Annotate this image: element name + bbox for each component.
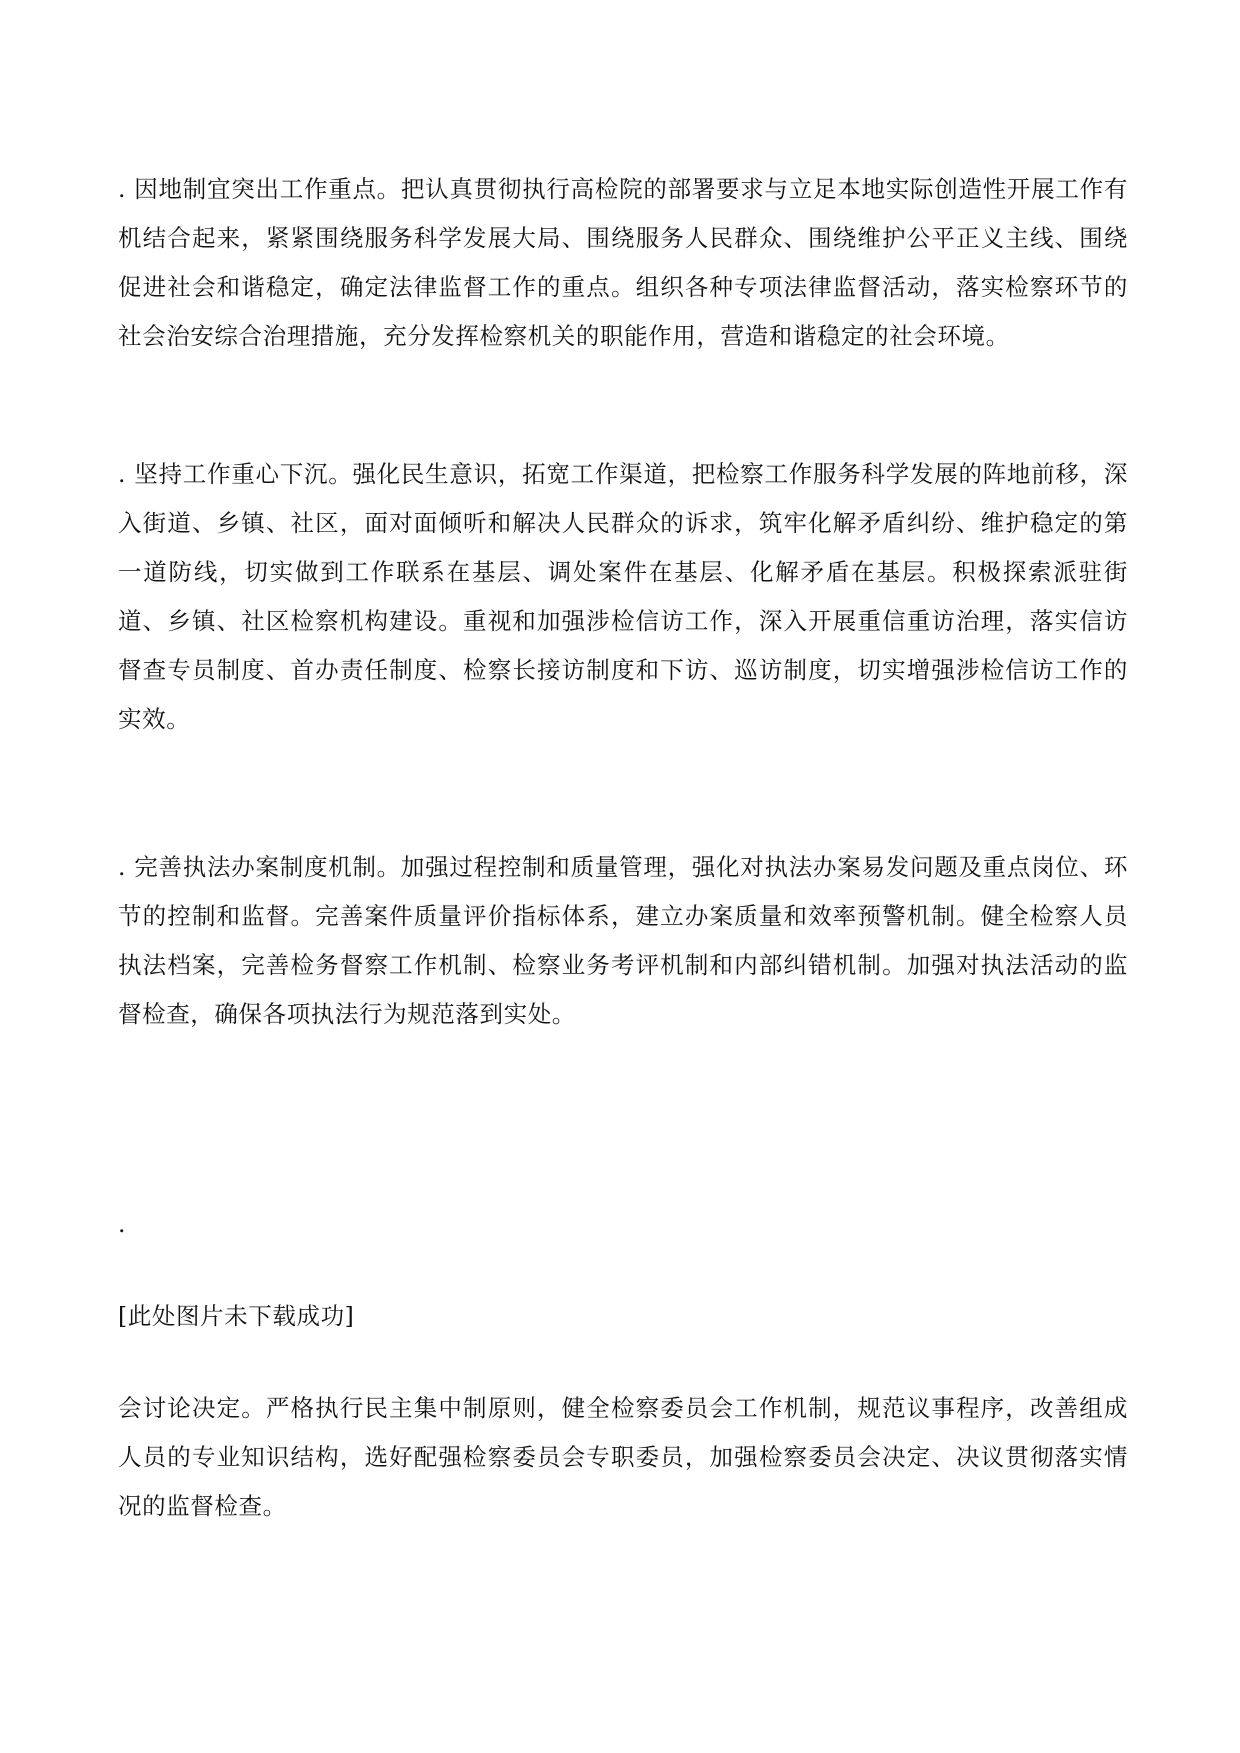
lone-dot-text: . — [118, 1210, 126, 1238]
paragraph-committee-discussion: 会讨论决定。严格执行民主集中制原则，健全检察委员会工作机制，规范议事程序，改善组成人员的专业知识结构，选好配强检察委员会专职委员，加强检察委员会决定、决议贯彻落实情况的监督检查。 — [118, 1394, 1128, 1520]
image-placeholder-text: [此处图片未下载成功] — [118, 1302, 355, 1330]
paragraph-grassroots-work: . 坚持工作重心下沉。强化民生意识，拓宽工作渠道，把检察工作服务科学发展的阵地前移，深入街道、乡镇、社区，面对面倾听和解决人民群众的诉求，筑牢化解矛盾纠纷、维护稳定的第一道防线，切实做到工作联系在基层、调处案件在基层、化解矛盾在基层。积极探索派驻街道、乡镇、社区检察机构建设。重视和加强涉检信访工作，深入开展重信重访治理，落实信访督查专员制度、首办责任制度、检察长接访制度和下访、巡访制度，切实增强涉检信访工作的实效。 — [118, 460, 1128, 733]
paragraph-local-focus: . 因地制宜突出工作重点。把认真贯彻执行高检院的部署要求与立足本地实际创造性开展工作有机结合起来，紧紧围绕服务科学发展大局、围绕服务人民群众、围绕维护公平正义主线、围绕促进社会和谐稳定，确定法律监督工作的重点。组织各种专项法律监督活动，落实检察环节的社会治安综合治理措施，充分发挥检察机关的职能作用，营造和谐稳定的社会环境。 — [118, 175, 1128, 350]
paragraph-case-handling-mechanism: . 完善执法办案制度机制。加强过程控制和质量管理，强化对执法办案易发问题及重点岗位、环节的控制和监督。完善案件质量评价指标体系，建立办案质量和效率预警机制。健全检察人员执法档案，完善检务督察工作机制、检察业务考评机制和内部纠错机制。加强对执法活动的监督检查，确保各项执法行为规范落到实处。 — [118, 853, 1128, 1028]
